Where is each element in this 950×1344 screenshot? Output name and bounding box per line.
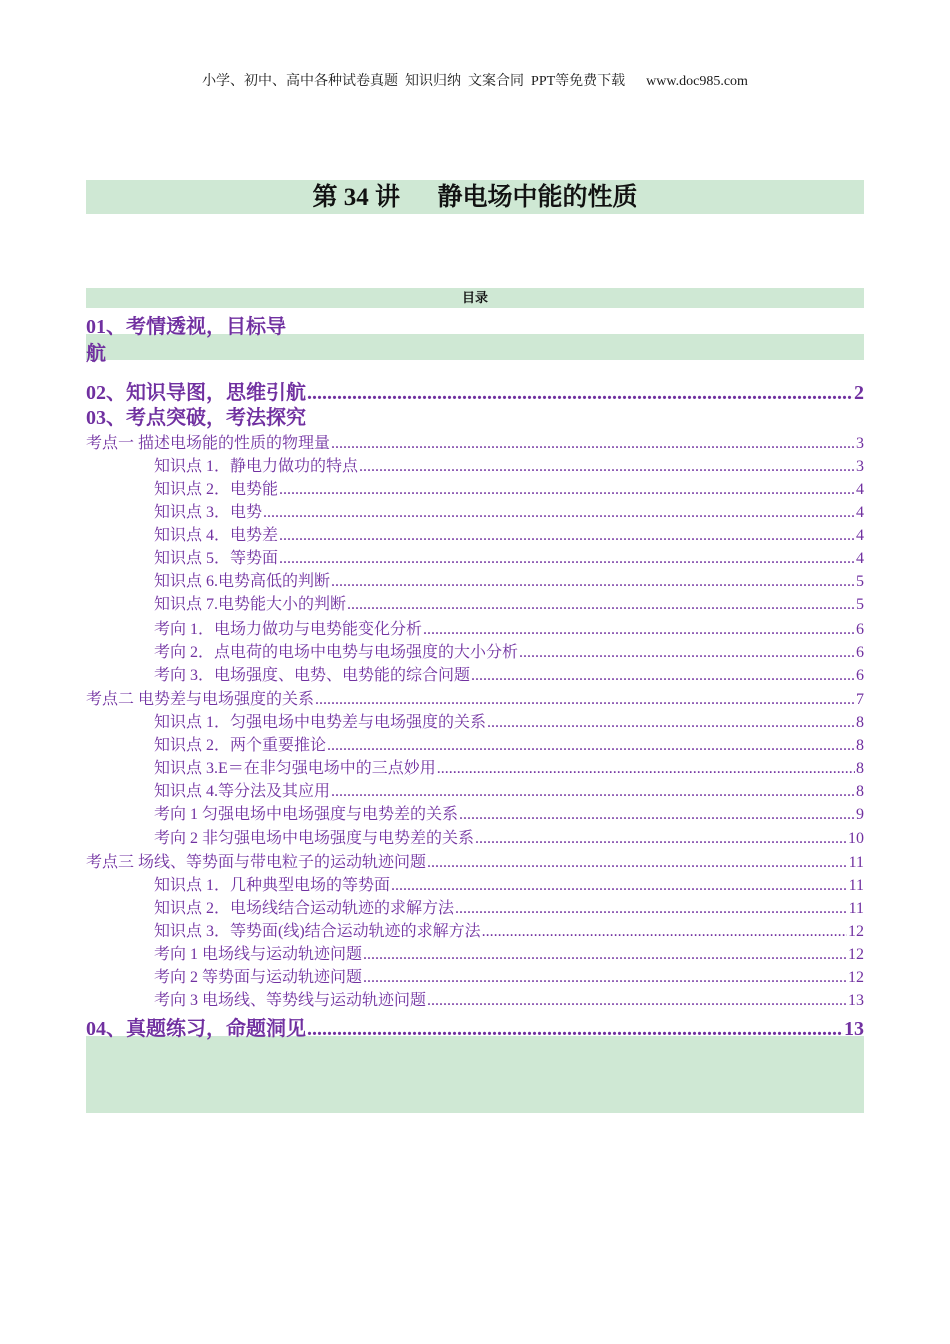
toc-entry-kaodian-3[interactable]	[86, 849, 864, 872]
toc-entry-label: 知识点 3．电势	[154, 504, 263, 521]
toc-leader	[427, 854, 848, 872]
toc-entry-kaodian-1[interactable]	[86, 430, 864, 453]
toc-page-number: 8	[856, 714, 864, 731]
toc-leader	[347, 596, 855, 614]
toc-page-number: 8	[856, 760, 864, 777]
toc-page-number: 5	[856, 596, 864, 613]
toc-entry-label: 04、真题练习，命题洞见	[86, 1018, 306, 1040]
toc-page-number: 9	[856, 806, 864, 823]
toc-leader	[359, 458, 855, 476]
toc-leader	[437, 760, 855, 778]
toc-entry-kaoxiang-3-2[interactable]	[86, 964, 864, 987]
toc-entry-label: 知识点 4.等分法及其应用	[154, 783, 331, 800]
toc-leader	[471, 667, 855, 685]
toc-entry-zhishi-1-7[interactable]	[86, 591, 864, 614]
toc-entry-label: 知识点 3.E＝在非匀强电场中的三点妙用	[154, 760, 436, 777]
toc-entry-kaoxiang-2-1[interactable]	[86, 801, 864, 824]
toc-entry-label: 知识点 1．几种典型电场的等势面	[154, 877, 391, 894]
toc-leader	[307, 1018, 843, 1041]
toc-entry-label: 知识点 6.电势高低的判断	[154, 573, 331, 590]
toc-leader	[327, 737, 855, 755]
toc-leader	[482, 923, 847, 941]
toc-entry-kaoxiang-3-3[interactable]	[86, 987, 864, 1010]
toc-leader	[331, 783, 855, 801]
toc-entry-label: 知识点 5．等势面	[154, 550, 279, 567]
toc-leader	[331, 435, 855, 453]
toc-entry-zhishi-2-4[interactable]	[86, 778, 864, 801]
toc-leader	[307, 382, 853, 405]
toc-entry-kaoxiang-1-1[interactable]	[86, 616, 864, 639]
toc-entry-label: 知识点 2．电场线结合运动轨迹的求解方法	[154, 900, 455, 917]
toc-entry-label: 考点三 场线、等势面与带电粒子的运动轨迹问题	[86, 854, 427, 871]
toc-page-number: 6	[856, 644, 864, 661]
page-header: 小学、初中、高中各种试卷真题 知识归纳 文案合同 PPT等免费下载 www.doc985.com	[202, 74, 748, 89]
toc-page-number: 12	[848, 946, 864, 963]
toc-page-number: 4	[856, 481, 864, 498]
toc-page-number: 11	[848, 854, 864, 871]
toc-entry-label: 知识点 7.电势能大小的判断	[154, 596, 347, 613]
toc-entry-zhishi-3-3[interactable]	[86, 918, 864, 941]
toc-entry-label: 知识点 2．两个重要推论	[154, 737, 327, 754]
toc-entry-kaoxiang-2-2[interactable]	[86, 825, 864, 848]
toc-entry-zhishi-3-1[interactable]	[86, 872, 864, 895]
toc-page-number: 10	[848, 830, 864, 847]
toc-entry-section1[interactable]: 01、考情透视，目标导	[86, 316, 286, 338]
toc-entry-label: 知识点 4．电势差	[154, 527, 279, 544]
toc-entry-label: 考点二 电势差与电场强度的关系	[86, 691, 315, 708]
toc-entry-label: 知识点 3．等势面(线)结合运动轨迹的求解方法	[154, 923, 481, 940]
toc-entry-zhishi-1-2[interactable]	[86, 476, 864, 499]
toc-entry-label: 考点一 描述电场能的性质的物理量	[86, 435, 331, 452]
toc-leader	[279, 481, 855, 499]
toc-page-number: 3	[856, 435, 864, 452]
page-title: 第 34 讲 静电场中能的性质	[312, 184, 638, 211]
toc-entry-zhishi-1-5[interactable]	[86, 545, 864, 568]
toc-leader	[427, 992, 847, 1010]
toc-leader	[279, 550, 855, 568]
toc-heading: 目录	[461, 290, 488, 305]
toc-entry-label: 知识点 2．电势能	[154, 481, 279, 498]
toc-leader	[363, 946, 847, 964]
toc-page-number: 12	[848, 969, 864, 986]
toc-entry-label: 知识点 1．匀强电场中电势差与电场强度的关系	[154, 714, 487, 731]
toc-page-number: 2	[854, 382, 864, 404]
toc-entry-zhishi-2-1[interactable]	[86, 709, 864, 732]
toc-entry-zhishi-2-2[interactable]	[86, 732, 864, 755]
toc-entry-label: 02、知识导图，思维引航	[86, 382, 306, 404]
toc-entry-zhishi-3-2[interactable]	[86, 895, 864, 918]
toc-leader	[315, 691, 855, 709]
toc-leader	[331, 573, 855, 591]
toc-page-number: 4	[856, 527, 864, 544]
toc-entry-kaoxiang-1-3[interactable]	[86, 662, 864, 685]
toc-leader	[363, 969, 847, 987]
toc-leader	[475, 830, 847, 848]
toc-page-number: 12	[848, 923, 864, 940]
toc-entry-kaoxiang-1-2[interactable]	[86, 639, 864, 662]
toc-leader	[519, 644, 855, 662]
toc-page-number: 8	[856, 783, 864, 800]
bottom-band	[86, 1036, 864, 1113]
toc-entry-label: 考向 2 非匀强电场中电场强度与电势差的关系	[154, 830, 475, 847]
toc-entry-zhishi-1-4[interactable]	[86, 522, 864, 545]
toc-entry-label: 知识点 1．静电力做功的特点	[154, 458, 359, 475]
toc-entry-zhishi-1-6[interactable]	[86, 568, 864, 591]
toc-page-number: 7	[856, 691, 864, 708]
toc-entry-section4[interactable]	[86, 1012, 864, 1041]
toc-leader	[487, 714, 855, 732]
toc-entry-zhishi-1-1[interactable]	[86, 453, 864, 476]
toc-leader	[279, 527, 855, 545]
toc-entry-label: 考向 3 电场线、等势线与运动轨迹问题	[154, 992, 427, 1009]
toc-page-number: 11	[848, 900, 864, 917]
toc-page-number: 4	[856, 504, 864, 521]
toc-page-number: 6	[856, 667, 864, 684]
toc-page-number: 3	[856, 458, 864, 475]
toc-page-number: 11	[848, 877, 864, 894]
toc-page-number: 13	[844, 1018, 864, 1040]
toc-entry-section3[interactable]: 03、考点突破，考法探究	[86, 407, 306, 429]
toc-entry-label: 考向 1．电场力做功与电势能变化分析	[154, 621, 423, 638]
toc-page-number: 6	[856, 621, 864, 638]
toc-page-number: 13	[848, 992, 864, 1009]
toc-leader	[263, 504, 855, 522]
toc-entry-label: 考向 1 匀强电场中电场强度与电势差的关系	[154, 806, 459, 823]
toc-entry-label: 考向 2．点电荷的电场中电势与电场强度的大小分析	[154, 644, 519, 661]
toc-entry-kaoxiang-3-1[interactable]	[86, 941, 864, 964]
toc-entry-kaodian-2[interactable]	[86, 686, 864, 709]
toc-entry-label: 考向 1 电场线与运动轨迹问题	[154, 946, 363, 963]
toc-leader	[459, 806, 855, 824]
toc-leader	[423, 621, 855, 639]
toc-entry-label: 考向 3．电场强度、电势、电势能的综合问题	[154, 667, 471, 684]
toc-entry-label: 考向 2 等势面与运动轨迹问题	[154, 969, 363, 986]
toc-page-number: 4	[856, 550, 864, 567]
toc-leader	[455, 900, 848, 918]
toc-leader	[391, 877, 848, 895]
toc-entry-section1-wrap[interactable]: 航	[86, 343, 106, 365]
toc-page-number: 5	[856, 573, 864, 590]
toc-page-number: 8	[856, 737, 864, 754]
toc-entry-zhishi-2-3[interactable]	[86, 755, 864, 778]
toc-entry-zhishi-1-3[interactable]	[86, 499, 864, 522]
